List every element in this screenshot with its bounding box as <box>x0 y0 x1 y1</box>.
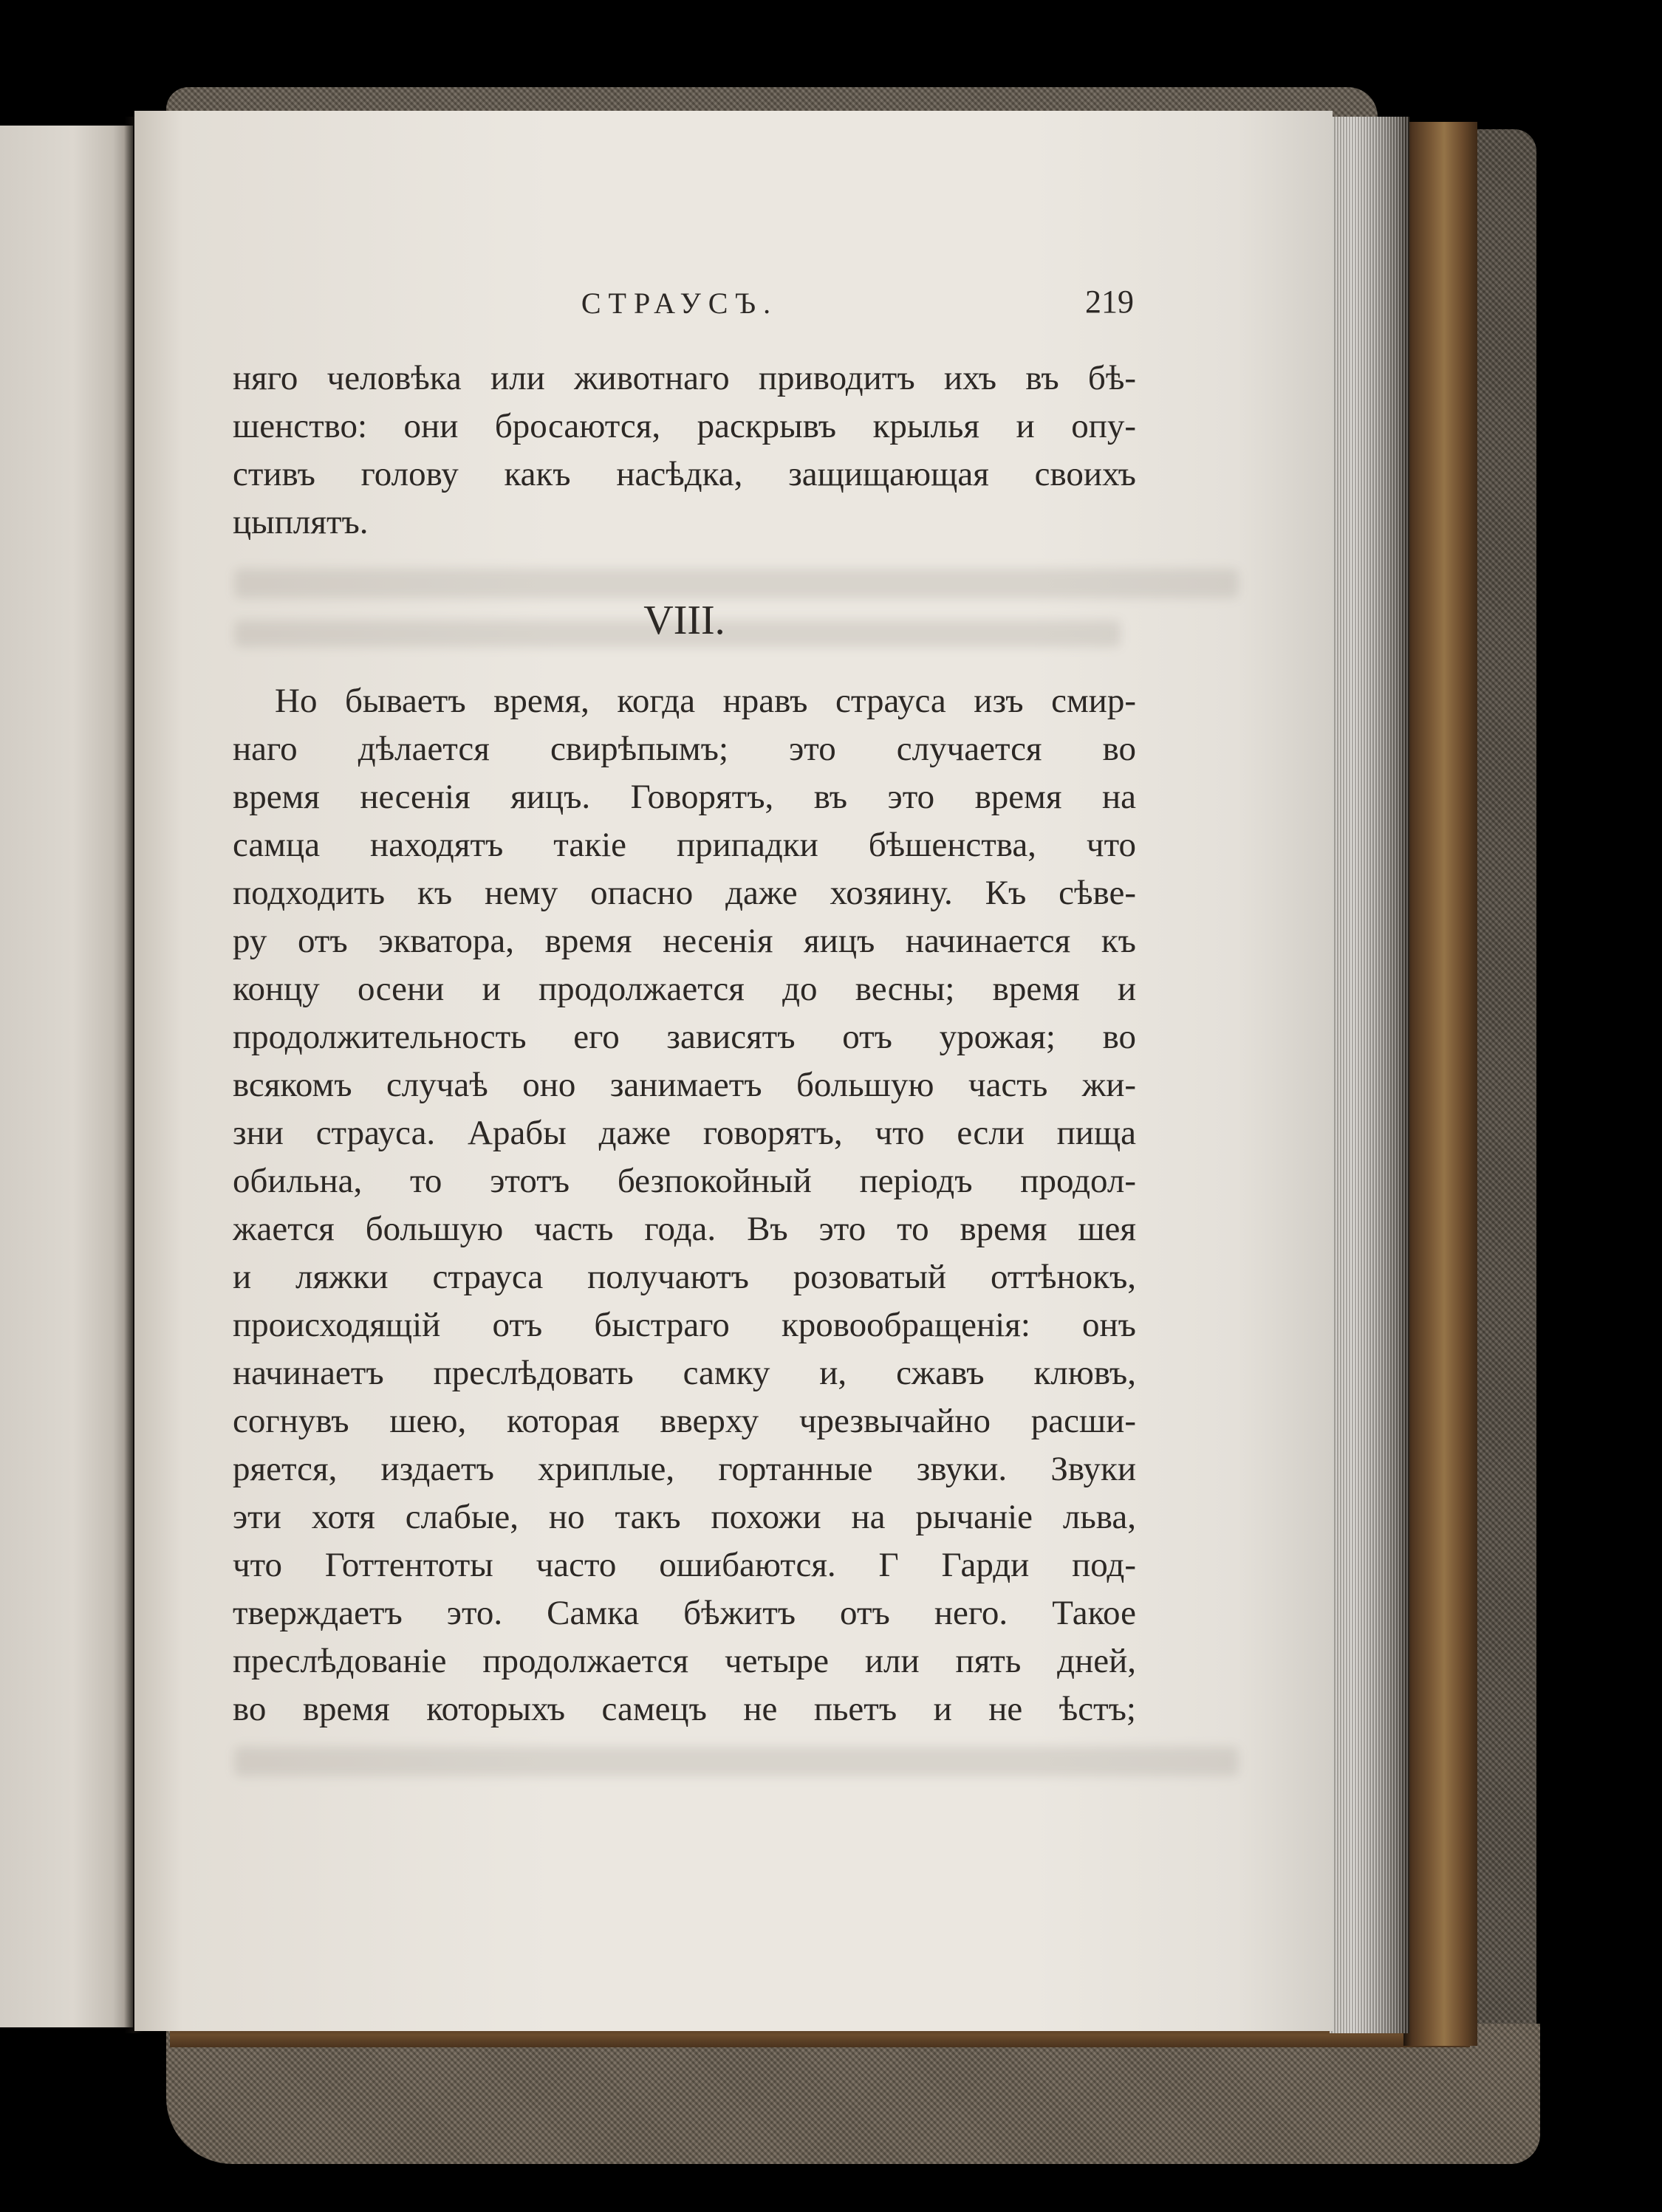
text-line: во время которыхъ самецъ не пьетъ и не ѣстъ; <box>233 1690 1136 1728</box>
text-line: концу осени и продолжается до весны; время и <box>233 970 1136 1008</box>
text-line: преслѣдованіе продолжается четыре или пять дней, <box>233 1642 1136 1680</box>
text-line: шенство: они бросаются, раскрывъ крылья и опу- <box>233 407 1136 445</box>
text-line: согнувъ шею, которая вверху чрезвычайно расши- <box>233 1402 1136 1440</box>
page-number: 219 <box>1085 284 1134 320</box>
text-line: тверждаетъ это. Самка бѣжитъ отъ него. Такое <box>233 1594 1136 1632</box>
text-line: продолжительность его зависятъ отъ урожая; во <box>233 1018 1136 1056</box>
text-line: цыплятъ. <box>233 503 369 541</box>
text-line: подходить къ нему опасно даже хозяину. Къ сѣве- <box>233 874 1136 912</box>
text-block-continued <box>233 355 1136 547</box>
text-line: самца находятъ такіе припадки бѣшенства, что <box>233 826 1136 864</box>
cover-board-right-edge <box>1403 122 1477 2046</box>
text-line: ру отъ экватора, время несенія яицъ начинается къ <box>233 922 1136 960</box>
running-head: СТРАУСЪ. <box>581 287 779 320</box>
text-line: стивъ голову какъ насѣдка, защищающая своихъ <box>233 455 1136 493</box>
text-line: начинаетъ преслѣдовать самку и, сжавъ клювъ, <box>233 1354 1136 1392</box>
text-line: всякомъ случаѣ оно занимаетъ большую часть жи- <box>233 1066 1136 1104</box>
left-facing-page <box>0 126 133 2027</box>
text-line: зни страуса. Арабы даже говорятъ, что если пища <box>233 1114 1136 1152</box>
text-line: и ляжки страуса получаютъ розоватый оттѣнокъ, <box>233 1258 1136 1296</box>
text-line: что Готтентоты часто ошибаются. Г Гарди под- <box>233 1546 1136 1584</box>
text-line: наго дѣлается свирѣпымъ; это случается во <box>233 730 1136 768</box>
text-line: жается большую часть года. Въ это то время шея <box>233 1210 1136 1248</box>
text-line: Но бываетъ время, когда нравъ страуса изъ смир- <box>275 682 1136 720</box>
text-line: время несенія яицъ. Говорятъ, въ это время на <box>233 778 1136 816</box>
bleed-through-shadow <box>234 569 1239 598</box>
page-fore-edge-stack <box>1330 117 1409 2033</box>
bleed-through-shadow <box>234 1747 1239 1776</box>
paragraph <box>233 677 1136 1733</box>
section-heading: VIII. <box>643 597 725 643</box>
text-line: ряется, издаетъ хриплые, гортанные звуки. Звуки <box>233 1450 1136 1488</box>
text-line: обильна, то этотъ безпокойный періодъ продол- <box>233 1162 1136 1200</box>
text-line: эти хотя слабые, но такъ похожи на рычаніе льва, <box>233 1498 1136 1536</box>
text-line: няго человѣка или животнаго приводитъ ихъ въ бѣ- <box>233 359 1136 397</box>
text-line: происходящій отъ быстраго кровообращенія: онъ <box>233 1306 1136 1344</box>
